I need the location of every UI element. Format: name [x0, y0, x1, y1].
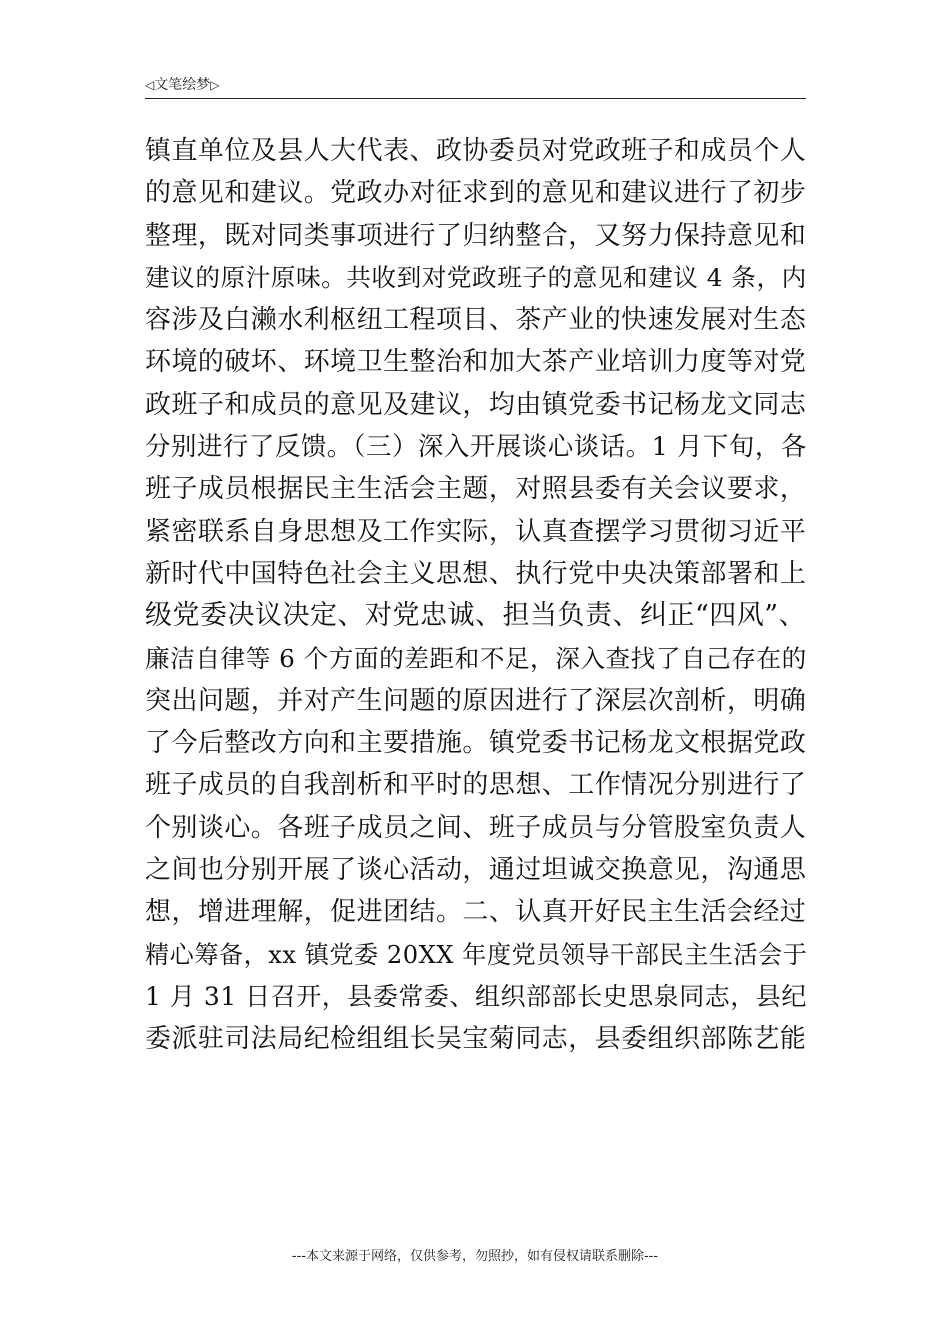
text-line: 突出问题，并对产生问题的原因进行了深层次剖析，明确 — [145, 685, 807, 716]
text-line: 个别谈心。各班子成员之间、班子成员与分管股室负责人 — [145, 812, 807, 843]
text-line: 想，增进理解，促进团结。二、认真开好民主生活会经过 — [145, 897, 807, 928]
text-line: 政班子和成员的意见及建议，均由镇党委书记杨龙文同志 — [145, 389, 807, 420]
text-line: 委派驻司法局纪检组组长吴宝菊同志，县委组织部陈艺能 — [145, 1024, 807, 1055]
body-text — [145, 130, 815, 1061]
text-line: 班子成员的自我剖析和平时的思想、工作情况分别进行了 — [145, 770, 807, 801]
text-line: 分别进行了反馈。（三）深入开展谈心谈话。1 月下旬，各 — [145, 432, 807, 463]
text-line: 新时代中国特色社会主义思想、执行党中央决策部署和上 — [145, 558, 807, 589]
text-line: 级党委决议决定、对党忠诚、担当负责、纠正“四风”、 — [145, 600, 807, 632]
text-line: 环境的破坏、环境卫生整治和加大茶产业培训力度等对党 — [145, 347, 807, 378]
text-line: 紧密联系自身思想及工作实际，认真查摆学习贯彻习近平 — [145, 516, 807, 547]
text-line: 精心筹备，xx 镇党委 20XX 年度党员领导干部民主生活会于 — [145, 940, 808, 969]
text-line: 了今后整改方向和主要措施。镇党委书记杨龙文根据党政 — [145, 728, 807, 759]
text-line: 镇直单位及县人大代表、政协委员对党政班子和成员个人 — [145, 136, 807, 166]
text-line: 建议的原汁原味。共收到对党政班子的意见和建议 4 条，内 — [145, 262, 807, 292]
header-title — [145, 76, 219, 94]
header-title-text: 文笔绘梦 — [154, 77, 211, 93]
footer-disclaimer: ---本文来源于网络，仅供参考，勿照抄，如有侵权请联系删除--- — [291, 1249, 659, 1264]
text-line: 1 月 31 日召开，县委常委、组织部部长史思泉同志，县纪 — [145, 981, 807, 1011]
right-triangle-icon: ▷ — [210, 78, 220, 92]
text-line: 整理，既对同类事项进行了归纳整合，又努力保持意见和 — [145, 220, 807, 251]
text-line: 之间也分别开展了谈心活动，通过坦诚交换意见，沟通思 — [145, 855, 807, 886]
text-line: 班子成员根据民主生活会主题，对照县委有关会议要求， — [145, 474, 807, 505]
text-line: 廉洁自律等 6 个方面的差距和不足，深入查找了自己存在的 — [145, 643, 807, 673]
left-triangle-icon: ◁ — [145, 78, 155, 92]
page-header — [145, 76, 806, 99]
text-line: 的意见和建议。党政办对征求到的意见和建议进行了初步 — [145, 178, 807, 209]
text-line: 容涉及白濑水利枢纽工程项目、茶产业的快速发展对生态 — [145, 305, 807, 336]
